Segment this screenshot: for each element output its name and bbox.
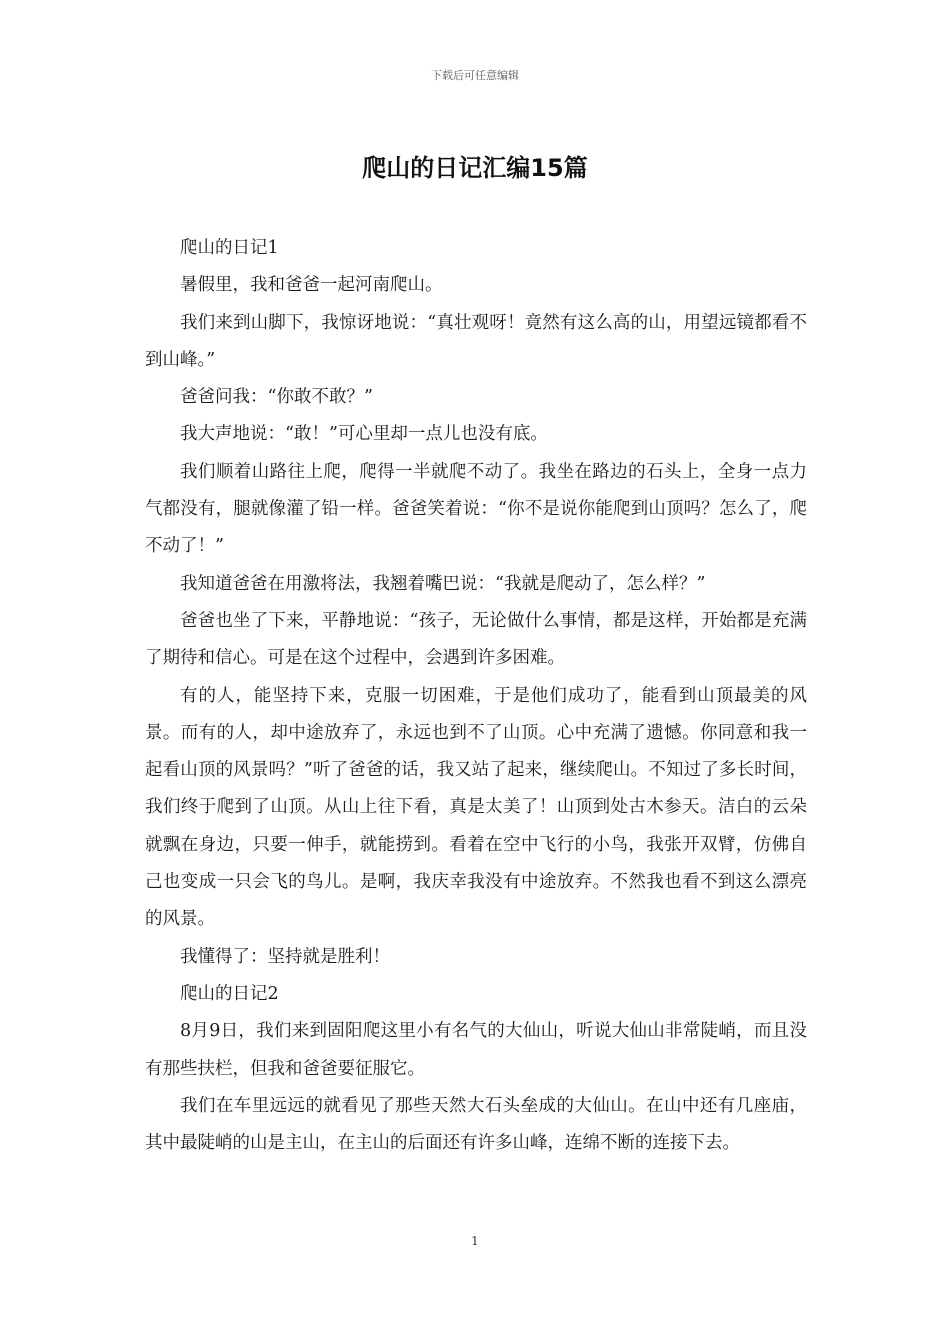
document-title: 爬山的日记汇编15篇 xyxy=(362,154,588,182)
paragraph: 暑假里，我和爸爸一起河南爬山。 xyxy=(180,275,443,296)
paragraph: 8月9日，我们来到固阳爬这里小有名气的大仙山，听说大仙山非常陡峭，而且没有那些扶栏，但我和爸爸要征服它。 xyxy=(145,1021,807,1079)
paragraph: 有的人，能坚持下来，克服一切困难，于是他们成功了，能看到山顶最美的风景。而有的人，却中途放弃了，永远也到不了山顶。心中充满了遗憾。你同意和我一起看山顶的风景吗？”听了爸爸的话，我又站了起来，继续爬山。不知过了多长时间，我们终于爬到了山顶。从山上往下看，真是太美了！山顶到处古木参天。洁白的云朵就飘在身边，只要一伸手，就能捞到。看着在空中飞行的小鸟，我张开双臂，仿佛自己也变成一只会飞的鸟儿。是啊，我庆幸我没有中途放弃。不然我也看不到这么漂亮的风景。 xyxy=(145,685,807,930)
document-body xyxy=(145,230,807,1162)
paragraph: 我大声地说：“敢！”可心里却一点儿也没有底。 xyxy=(180,424,548,445)
header-note: 下载后可任意编辑 xyxy=(431,69,519,82)
paragraph: 我知道爸爸在用激将法，我翘着嘴巴说：“我就是爬动了，怎么样？” xyxy=(180,573,706,594)
paragraph: 我们在车里远远的就看见了那些天然大石头垒成的大仙山。在山中还有几座庙，其中最陡峭的山是主山，在主山的后面还有许多山峰，连绵不断的连接下去。 xyxy=(145,1095,807,1154)
section-heading: 爬山的日记2 xyxy=(180,983,279,1004)
paragraph: 我们来到山脚下，我惊讶地说：“真壮观呀！竟然有这么高的山，用望远镜都看不到山峰。” xyxy=(145,312,807,370)
paragraph: 我懂得了：坚持就是胜利！ xyxy=(180,946,390,967)
page-number: 1 xyxy=(471,1234,479,1248)
paragraph: 我们顺着山路往上爬，爬得一半就爬不动了。我坐在路边的石头上，全身一点力气都没有，腿就像灌了铅一样。爸爸笑着说：“你不是说你能爬到山顶吗？怎么了，爬不动了！” xyxy=(145,461,807,557)
paragraph: 爸爸也坐了下来，平静地说：“孩子，无论做什么事情，都是这样，开始都是充满了期待和信心。可是在这个过程中，会遇到许多困难。 xyxy=(145,610,807,669)
paragraph: 爸爸问我：“你敢不敢？” xyxy=(180,387,373,408)
section-heading: 爬山的日记1 xyxy=(180,238,279,258)
